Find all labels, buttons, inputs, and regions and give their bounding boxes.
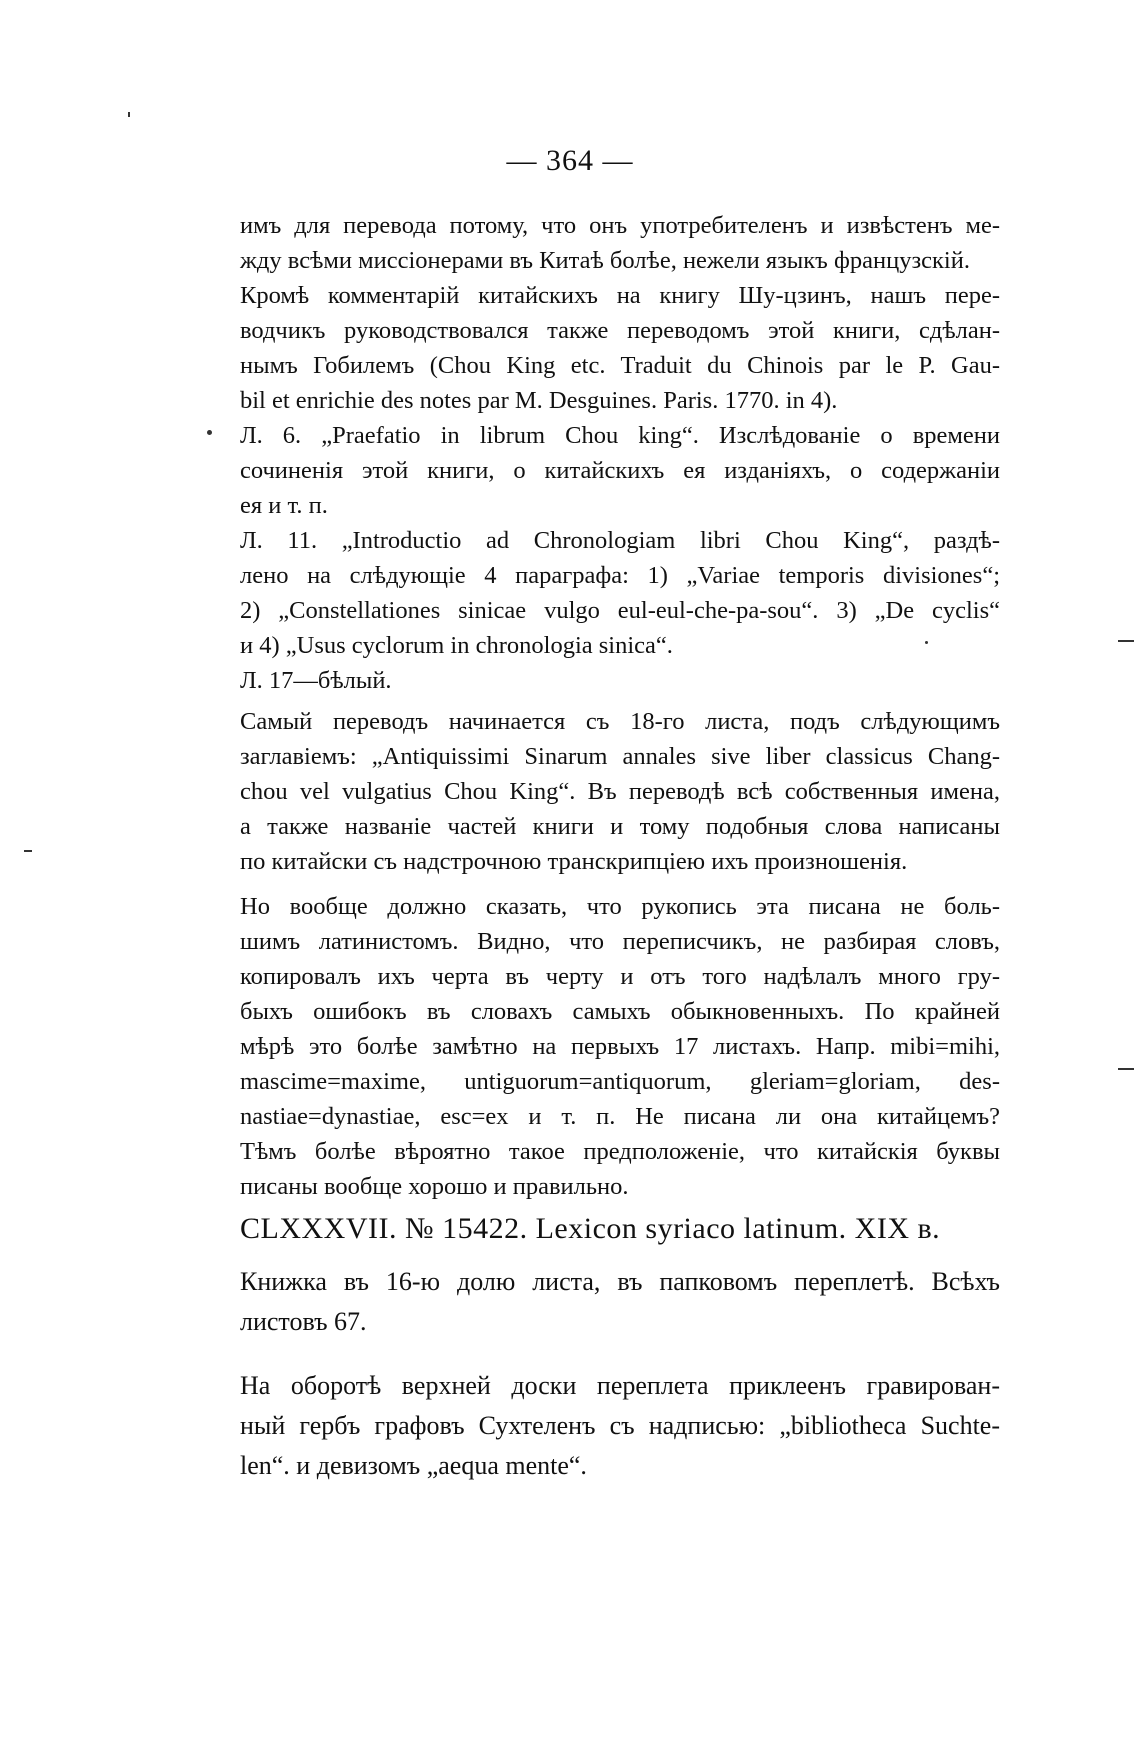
text-line: На оборотѣ верхней доски переплета приклеенъ гравирован- <box>240 1371 1000 1400</box>
scan-speck <box>1118 1068 1134 1070</box>
text-line: Самый переводъ начинается съ 18-го листа, подъ слѣдующимъ <box>240 708 1000 735</box>
text-line: и 4) „Usus cyclorum in chronologia sinica“. <box>240 632 673 659</box>
paragraph-4 <box>240 523 1000 663</box>
paragraph-1 <box>240 208 1000 278</box>
page-number: — 364 — <box>506 144 634 177</box>
text-line: водчикъ руководствовался также переводомъ этой книги, сдѣлан- <box>240 317 1000 344</box>
text-line: писаны вообще хорошо и правильно. <box>240 1173 629 1200</box>
text-line: быхъ ошибокъ въ словахъ самыхъ обыкновенныхъ. По крайней <box>240 998 1000 1025</box>
text-line: сочиненiя этой книги, о китайскихъ ея изданiяхъ, о содержанiи <box>240 457 1000 484</box>
scan-speck <box>1118 640 1134 642</box>
scan-speck <box>24 850 32 852</box>
text-line: Л. 17—бѣлый. <box>240 667 392 694</box>
scan-speck <box>128 112 130 117</box>
text-line: len“. и девизомъ „aequa mente“. <box>240 1451 587 1480</box>
text-line: мѣрѣ это болѣе замѣтно на первыхъ 17 листахъ. Напр. mibi=mihi, <box>240 1033 1000 1060</box>
text-line: жду всѣми миссiонерами въ Китаѣ болѣе, нежели языкъ французскiй. <box>240 247 970 274</box>
text-line: Л. 6. „Praefatio in librum Chou king“. Изслѣдованiе о времени <box>240 422 1000 449</box>
text-line: Но вообще должно сказать, что рукопись эта писана не боль- <box>240 893 1000 920</box>
entry-text <box>240 1262 1000 1486</box>
text-line: шимъ латинистомъ. Видно, что переписчикъ, не разбирая словъ, <box>240 928 1000 955</box>
paragraph-3 <box>240 418 1000 523</box>
scan-speck <box>925 641 928 644</box>
text-line: листовъ 67. <box>240 1307 367 1336</box>
text-line: а также названiе частей книги и тому подобныя слова написаны <box>240 813 1000 840</box>
paragraph-5 <box>240 663 1000 698</box>
entry-note <box>240 1366 1000 1486</box>
text-line: 2) „Constellationes sinicae vulgo eul-eul-che-pa-sou“. 3) „De cyclis“ <box>240 597 1000 624</box>
body-text <box>240 208 1000 1204</box>
entry-heading: CLXXXVII. № 15422. Lexicon syriaco latinum. XIX в. <box>240 1212 941 1245</box>
text-line: ный гербъ графовъ Сухтеленъ съ надписью: „bibliotheca Suchte- <box>240 1411 1000 1440</box>
paragraph-6 <box>240 704 1000 879</box>
text-line: имъ для перевода потому, что онъ употребителенъ и извѣстенъ ме- <box>240 212 1000 239</box>
text-line: mascime=maxime, untiguorum=antiquorum, gleriam=gloriam, des- <box>240 1068 1000 1095</box>
text-line: nastiae=dynastiae, esc=ex и т. п. Не писана ли она китайцемъ? <box>240 1103 1000 1130</box>
paragraph-2 <box>240 278 1000 418</box>
text-line: заглавiемъ: „Antiquissimi Sinarum annales sive liber classicus Chang- <box>240 743 1000 770</box>
text-line: Книжка въ 16-ю долю листа, въ папковомъ переплетѣ. Всѣхъ <box>240 1267 1000 1296</box>
text-line: копировалъ ихъ черта въ черту и отъ того надѣлалъ много гру- <box>240 963 1000 990</box>
scan-speck <box>207 430 212 435</box>
text-line: Кромѣ комментарiй китайскихъ на книгу Шу-цзинъ, нашъ пере- <box>240 282 1000 309</box>
text-line: chou vel vulgatius Chou King“. Въ переводѣ всѣ собственныя имена, <box>240 778 1000 805</box>
paragraph-7 <box>240 889 1000 1204</box>
text-line: нымъ Гобилемъ (Chou King etc. Traduit du Chinois par le P. Gau- <box>240 352 1000 379</box>
text-line: Тѣмъ болѣе вѣроятно такое предположенiе, что китайскiя буквы <box>240 1138 1000 1165</box>
text-line: по китайски съ надстрочною транскрипцiею ихъ произношенiя. <box>240 848 908 875</box>
entry-description <box>240 1262 1000 1342</box>
text-line: bil et enrichie des notes par M. Desguines. Paris. 1770. in 4). <box>240 387 838 414</box>
text-line: лено на слѣдующiе 4 параграфа: 1) „Variae temporis divisiones“; <box>240 562 1000 589</box>
text-line: ея и т. п. <box>240 492 328 519</box>
text-line: Л. 11. „Introductio ad Chronologiam libri Chou King“, раздѣ- <box>240 527 1000 554</box>
